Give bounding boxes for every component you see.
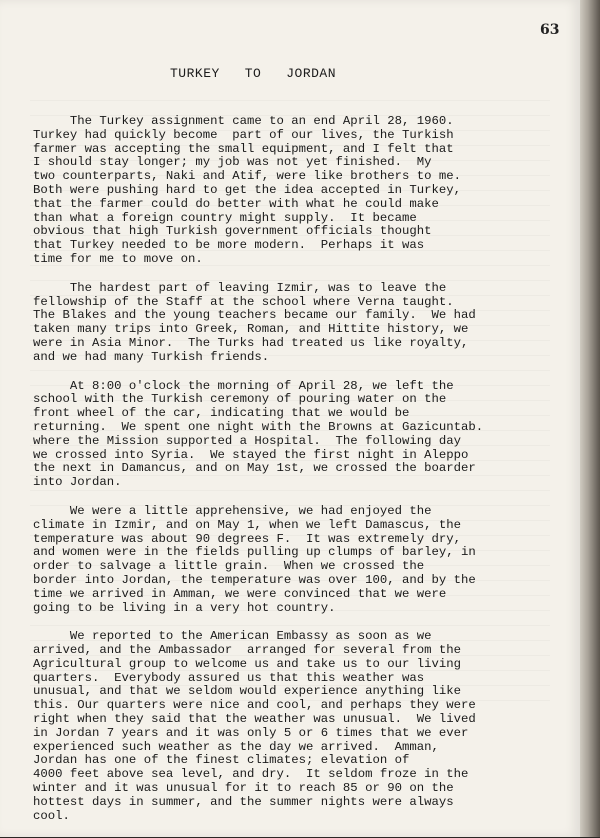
text-line: climate in Izmir, and on May 1, when we left Damascus, the — [33, 517, 462, 532]
text-line: border into Jordan, the temperature was over 100, and by the — [33, 572, 476, 587]
paragraph — [33, 630, 503, 823]
text-line: quarters. Everybody assured us that this weather was — [33, 670, 425, 685]
text-line: this. Our quarters were nice and cool, and perhaps they were — [33, 698, 476, 713]
text-line: I should stay longer; my job was not yet finished. My — [33, 155, 432, 170]
text-line: farmer was accepting the small equipment, and I felt that — [33, 141, 454, 156]
text-line: arrived, and the Ambassador arranged for several from the — [33, 643, 462, 658]
book-binding-edge — [580, 0, 600, 837]
text-line: that Turkey needed to be more modern. Perhaps it was — [33, 238, 425, 253]
paragraph — [33, 380, 503, 490]
text-line: where the Mission supported a Hospital. The following day — [33, 433, 462, 448]
text-line: we crossed into Syria. We stayed the first night in Aleppo — [33, 447, 469, 462]
body-text — [33, 115, 503, 838]
text-line: school with the Turkish ceremony of pouring water on the — [33, 392, 447, 407]
text-line: in Jordan 7 years and it was only 5 or 6 times that we ever — [33, 725, 469, 740]
text-line: and we had many Turkish friends. — [33, 349, 270, 364]
text-line: Both were pushing hard to get the idea accepted in Turkey, — [33, 182, 462, 197]
text-line: right when they said that the weather was unusual. We lived — [33, 712, 476, 727]
text-line: The Blakes and the young teachers became our family. We had — [33, 308, 476, 323]
text-line: obvious that high Turkish government officials thought — [33, 224, 432, 239]
text-line: We reported to the American Embassy as soon as we — [33, 629, 432, 644]
text-line: At 8:00 o'clock the morning of April 28, we left the — [33, 378, 454, 393]
text-line: hottest days in summer, and the summer nights were always — [33, 794, 454, 809]
paragraph — [33, 505, 503, 615]
text-line: unusual, and that we seldom would experience anything like — [33, 684, 462, 699]
text-line: temperature was about 90 degrees F. It was extremely dry, — [33, 531, 462, 546]
text-line: order to salvage a little grain. When we crossed the — [33, 559, 425, 574]
text-line: experienced such weather as the day we arrived. Amman, — [33, 739, 439, 754]
text-line: that the farmer could do better with what he could make — [33, 196, 439, 211]
text-line: fellowship of the Staff at the school where Verna taught. — [33, 294, 454, 309]
text-line: The Turkey assignment came to an end April 28, 1960. — [33, 114, 454, 128]
text-line: were in Asia Minor. The Turks had treated us like royalty, — [33, 335, 469, 350]
text-line: time for me to move on. — [33, 251, 203, 266]
paragraph — [33, 282, 503, 365]
text-line: The hardest part of leaving Izmir, was to leave the — [33, 280, 447, 295]
text-line: than what a foreign country might supply. It became — [33, 210, 417, 225]
text-line: 4000 feet above sea level, and dry. It seldom froze in the — [33, 767, 469, 782]
text-line: going to be living in a very hot country. — [33, 600, 336, 615]
chapter-title: TURKEY TO JORDAN — [170, 66, 337, 81]
text-line: Turkey had quickly become part of our lives, the Turkish — [33, 127, 454, 142]
text-line: and women were in the fields pulling up clumps of barley, in — [33, 545, 476, 560]
text-line: taken many trips into Greek, Roman, and Hittite history, we — [33, 322, 469, 337]
page-number: 63 — [540, 22, 560, 38]
text-line: cool. — [33, 808, 70, 823]
text-line: into Jordan. — [33, 475, 122, 490]
text-line: two counterparts, Naki and Atif, were like brothers to me. — [33, 169, 462, 184]
text-line: time we arrived in Amman, we were convinced that we were — [33, 586, 447, 601]
text-line: front wheel of the car, indicating that we would be — [33, 406, 410, 421]
text-line: winter and it was unusual for it to reach 85 or 90 on the — [33, 781, 454, 796]
text-line: the next in Damancus, and on May 1st, we crossed the boarder — [33, 461, 476, 476]
text-line: returning. We spent one night with the Browns at Gazicuntab. — [33, 419, 484, 434]
text-line: We were a little apprehensive, we had enjoyed the — [33, 503, 432, 518]
text-line: Agricultural group to welcome us and take us to our living — [33, 656, 462, 671]
text-line: Jordan has one of the finest climates; elevation of — [33, 753, 410, 768]
paragraph — [33, 115, 503, 267]
